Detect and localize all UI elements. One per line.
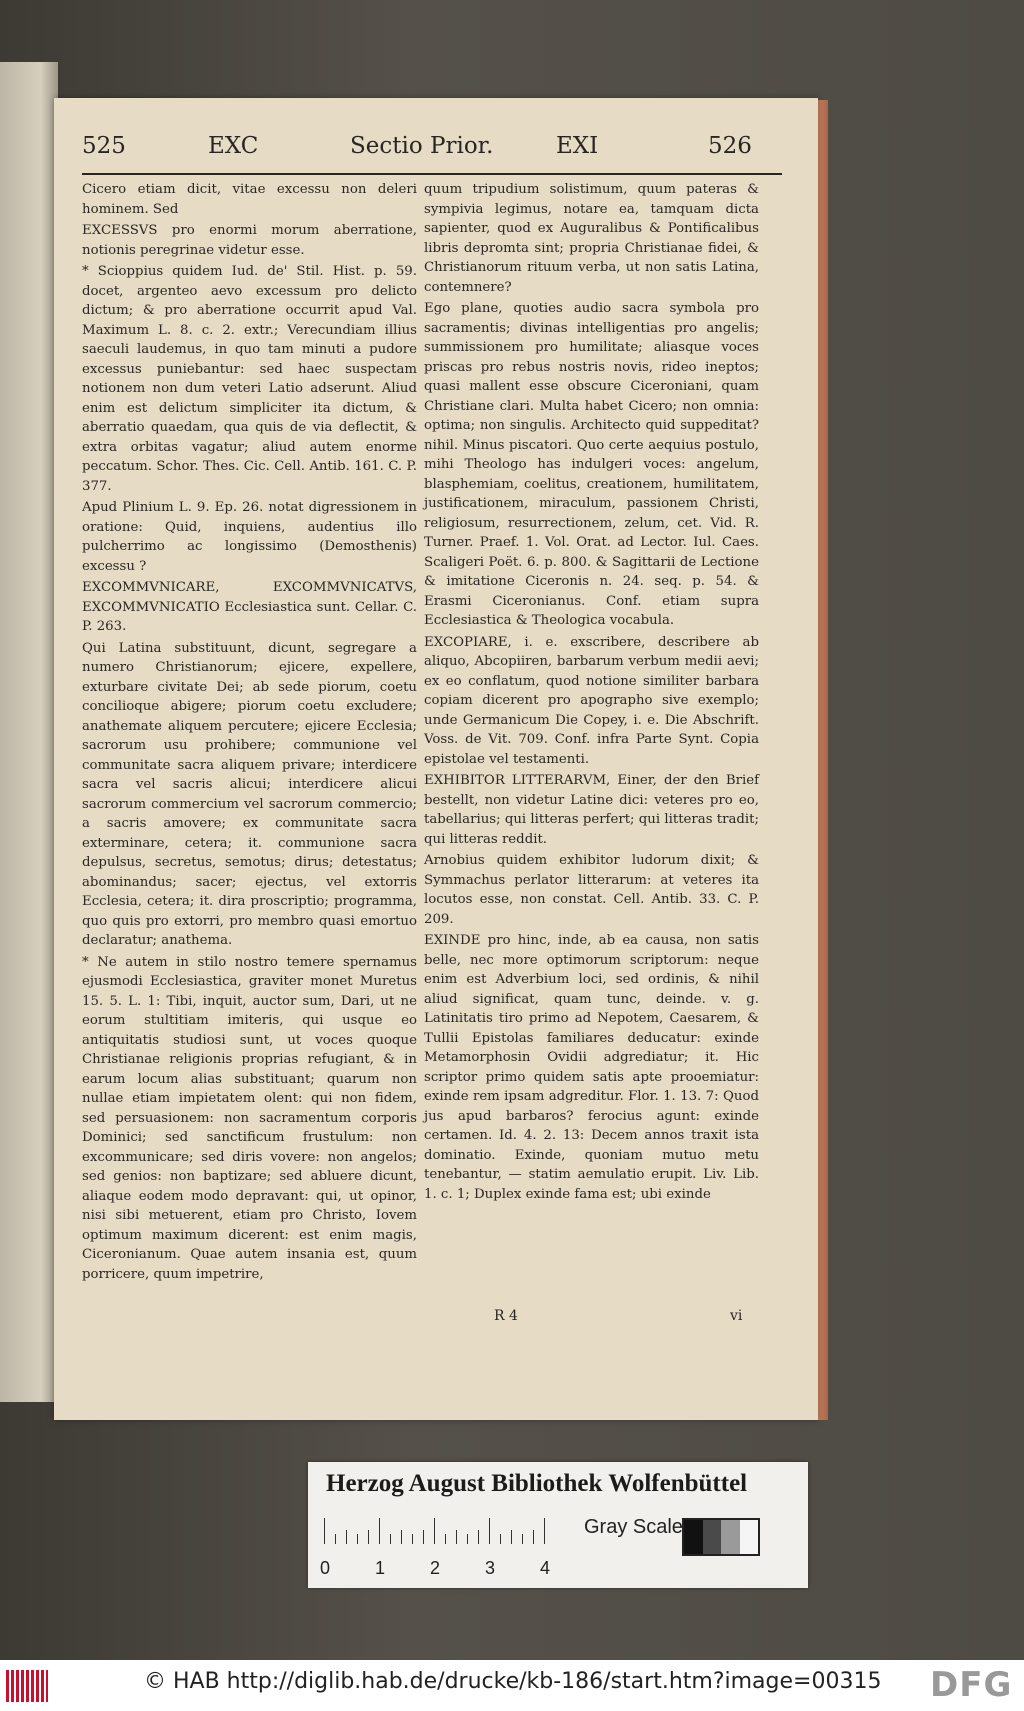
catchword: vi <box>730 1308 743 1324</box>
gray-scale-chart <box>682 1518 760 1556</box>
right-column <box>424 180 759 1206</box>
library-title: Herzog August Bibliothek Wolfenbüttel <box>326 1470 748 1497</box>
previous-page-sliver <box>0 62 58 1402</box>
gray-patch <box>721 1520 740 1554</box>
gray-patch <box>740 1520 759 1554</box>
paragraph: * Scioppius quidem Iud. de' Stil. Hist. p. 59. docet, argenteo aevo excessum pro delicto dictum; & pro aberratione occurrit apud Val. Maximum L. 8. c. 2. extr.; Verecundiam illius saeculi laudemus, in quo tam minuti a pudore excessus puniebantur: sed haec suspectam notionem non dum veteri Latio adserunt. Aliud enim est delictum simpliciter ita dictum, & aberratio quaedam, qua quis de via deflectit, & extra orbitas vagatur; aliud autem enorme peccatum. Schor. Thes. Cic. Cell. Antib. 161. C. P. 377. <box>82 264 417 494</box>
gray-patch <box>684 1520 703 1554</box>
ruler-number: 4 <box>540 1558 551 1578</box>
left-column <box>82 180 417 1286</box>
paragraph: EXCESSVS pro enormi morum aberratione, notionis peregrinae videtur esse. <box>82 223 417 258</box>
ruler-number: 2 <box>430 1558 441 1578</box>
paragraph: EXCOMMVNICARE, EXCOMMVNICATVS, EXCOMMVNICATIO Ecclesiastica sunt. Cellar. C. P. 263. <box>82 580 417 634</box>
paragraph: Ego plane, quoties audio sacra symbola pro sacramentis; divinas intelligentias pro angelis; summissionem pro humilitate; aliasque voces priscas pro rebus nostris novis, rideo ineptos; quasi mallent esse obscure Ciceroniani, quam Christiane clari. Multa habet Cicero; non omnia: optima; non singulis. Architecto quid suppeditat? nihil. Minus piscatori. Quo certe aequius postulo, mihi Theologo has indulgeri voces: angelum, blasphemiam, coelitus, creationem, humilitatem, justificationem, miraculum, passionem Christi, religiosum, resurrectionem, zelum, cet. Vid. R. Turner. Praef. 1. Vol. Orat. ad Lector. Iul. Caes. Scaligeri Poët. 6. p. 800. & Sagittarii de Lectione & imitatione Ciceronis n. 24. seq. p. 54. & Erasmi Ciceronianus. Conf. etiam supra Ecclesiastica & Theologica vocabula. <box>424 301 759 628</box>
left-running-head: EXC <box>208 133 259 159</box>
paragraph: EXCOPIARE, i. e. exscribere, describere ab aliquo, Abcopiiren, barbarum verbum medii aevi; ex eo conflatum, quod notione similiter barbara copiam dicerent pro apographo sive exemplo; unde Germanicum Die Copey, i. e. Die Abschrift. Voss. de Vit. 709. Conf. infra Parte Synt. Copia epistolae vel testamenti. <box>424 634 759 767</box>
gray-patch <box>703 1520 722 1554</box>
paragraph: Qui Latina substituunt, dicunt, segregare a numero Christianorum; ejicere, expellere, exturbare civitate Dei; ab sede piorum, coetu concilioque abigere; piorum coetu excludere; anathemate aliquem percutere; ejicere Ecclesia; sacrorum usu prohibere; communione vel communitate sacra aliquem privare; interdicere sacra vel sacris alicui; interdicere alicui sacrorum commercium vel sacrorum commercio; a sacris amovere; ex communitate sacra exterminare, cetera; it. communione sacra depulsus, secretus, semotus; dirus; detestatus; abominandus; sacer; ejectus, vel extorris Ecclesia, cetera; it. dira proscriptio; programma, quo quis pro extorri, pro membro quasi emortuo declaratur; anathema. <box>82 640 417 948</box>
ruler-scale <box>324 1518 544 1544</box>
hab-logo-icon <box>6 1670 48 1702</box>
dfg-logo: DFG <box>930 1665 1013 1705</box>
ruler-number: 0 <box>320 1558 331 1578</box>
ruler-number: 1 <box>375 1558 386 1578</box>
paragraph: * Ne autem in stilo nostro temere spernamus ejusmodi Ecclesiastica, graviter monet Muretus 15. 5. L. 1: Tibi, inquit, auctor sum, Dari, ut ne eorum stultitiam imiteris, qui usque eo antiquitatis studiosi sunt, ut voces quoque Christianae religionis proprias refugiant, & in earum locum alias substituant; quarum non nullae etiam impietatem olent: qui non fidem, sed persuasionem: non sacramentum corporis Dominici; sed sanctificum frustulum: non excommunicare; sed diris vovere: non angelos; sed genios: non baptizare; sed abluere dicunt, aliaque eodem modo depravant: qui, ut opinor, nisi sibi metuerent, etiam pro Christo, Iovem optimum maximum dicerent: est enim magis, Ciceronianum. Quae autem insania est, quum porricere, quum impetrire, <box>82 954 417 1282</box>
paragraph: Cicero etiam dicit, vitae excessu non deleri hominem. Sed <box>82 182 417 217</box>
footer-citation[interactable]: © HAB http://diglib.hab.de/drucke/kb-186/start.htm?image=00315 <box>144 1669 882 1694</box>
center-running-head: Sectio Prior. <box>350 133 494 159</box>
paragraph: EXHIBITOR LITTERARVM, Einer, der den Brief bestellt, non videtur Latine dici: veteres pro eo, tabellarius; qui litteras perfert; qui litteras tradit; qui litteras reddit. <box>424 773 759 847</box>
paragraph: Arnobius quidem exhibitor ludorum dixit; & Symmachus perlator litterarum: at veteres ita locutos esse, non constat. Cell. Antib. 33. C. P. 209. <box>424 853 759 927</box>
paragraph: Apud Plinium L. 9. Ep. 26. notat digressionem in oratione: Quid, inquiens, audentius illo pulcherrimo ac longissimo (Demosthenis) excessu ? <box>82 500 417 574</box>
ruler-number: 3 <box>485 1558 496 1578</box>
left-page-number: 525 <box>82 133 126 159</box>
signature-mark: R 4 <box>494 1308 518 1324</box>
right-running-head: EXI <box>556 133 599 159</box>
paragraph: quum tripudium solistimum, quum pateras & sympivia legimus, notare ea, tamquam dicta sapienter, quod ex Auguralibus & Pontificalibus libris depromta sint; propria Christianae fidei, & Christianorum rituum verba, ut non satis Latina, contemnere? <box>424 182 759 295</box>
right-page-number: 526 <box>708 133 752 159</box>
color-target-card <box>308 1462 808 1588</box>
header-rule <box>82 173 782 175</box>
gray-scale-label: Gray Scale <box>584 1516 683 1538</box>
paragraph: EXINDE pro hinc, inde, ab ea causa, non satis belle, nec more optimorum scriptorum: neque enim est Adverbium loci, sed ordinis, & nihil aliud significat, quam tunc, deinde. v. g. Latinitatis tiro primo ad Nepotem, Caesarem, & Tullii Epistolas familiares deducatur: exinde Metamorphosin Ovidii adgrediatur; it. Hic scriptor primo quidem satis apte prooemiatur: exinde rem ipsam adgreditur. Flor. 1. 13. 7: Quod jus apud barbaros? ferocius agunt: exinde certamen. Id. 4. 2. 13: Decem annos traxit ista dominatio. Exinde, quoniam mutuo metu tenebantur, — statim aemulatio erupit. Liv. Lib. 1. c. 1; Duplex exinde fama est; ubi exinde <box>424 933 759 1202</box>
